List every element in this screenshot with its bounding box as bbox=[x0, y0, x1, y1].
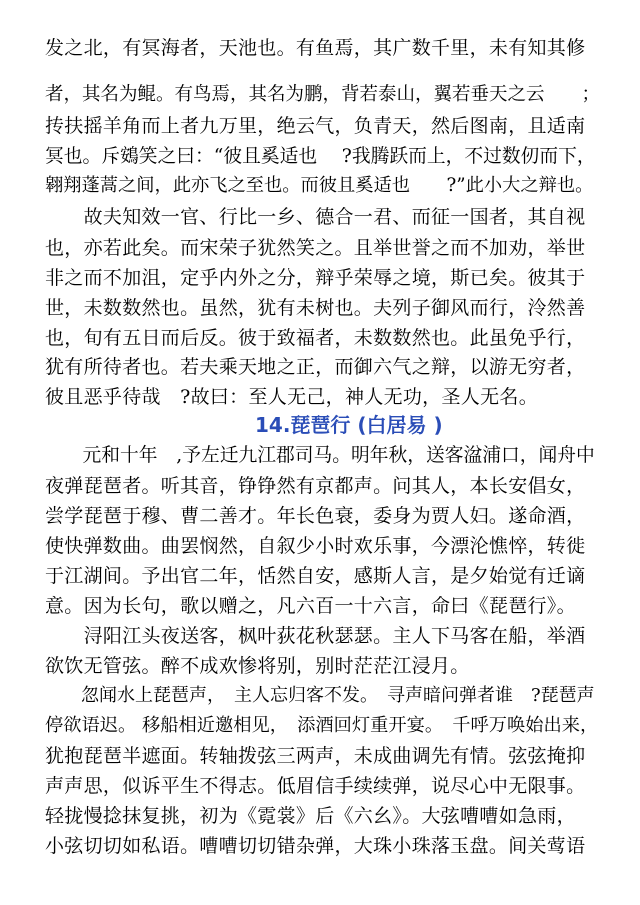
text-line: 也，亦若此矣。而宋荣子犹然笑之。且举世誉之而不加劝，举世 bbox=[45, 237, 586, 259]
text-line: 发之北，有冥海者，天池也。有鱼焉，其广数千里，未有知其修 bbox=[45, 37, 586, 59]
text-line: 忽闻水上琵琶声， 主人忘归客不发。 寻声暗问弹者谁 ?琵琶声 bbox=[45, 685, 595, 706]
text-line: 小弦切切如私语。嘈嘈切切错杂弹，大珠小珠落玉盘。间关莺语 bbox=[45, 835, 586, 857]
text-line: 意。因为长句，歌以赠之，凡六百一十六言，命曰《琵琶行》。 bbox=[45, 595, 576, 617]
text-line: 世，未数数然也。虽然，犹有未树也。夫列子御风而行，泠然善 bbox=[45, 297, 586, 319]
text-line: 故夫知效一官、行比一乡、德合一君、而征一国者，其自视 bbox=[45, 206, 586, 228]
text-line: 尝学琵琶于穆、曹二善才。年长色衰，委身为贾人妇。遂命酒， bbox=[45, 505, 586, 527]
text-line: 于江湖间。予出官二年，恬然自安，感斯人言，是夕始觉有迁谪 bbox=[45, 565, 586, 587]
text-line: 冥也。斥鴳笑之曰：“彼且奚适也 ?我腾跃而上，不过数仞而下， bbox=[45, 146, 596, 167]
text-line: 浔阳江头夜送客，枫叶荻花秋瑟瑟。主人下马客在船，举酒 bbox=[45, 625, 586, 647]
text-line: 抟扶摇羊角而上者九万里，绝云气，负青天，然后图南，且适南 bbox=[45, 115, 586, 137]
section-title: 14.琵琶行 (白居易 ) bbox=[255, 413, 443, 437]
text-line: 夜弹琵琶者。听其音，铮铮然有京都声。问其人，本长安倡女， bbox=[45, 475, 586, 497]
text-line: 欲饮无管弦。醉不成欢惨将别，别时茫茫江浸月。 bbox=[45, 655, 470, 677]
text-line: 元和十年 ,予左迁九江郡司马。明年秋，送客湓浦口，闻舟中 bbox=[45, 445, 595, 466]
text-line: 者，其名为鲲。有鸟焉，其名为鹏，背若泰山，翼若垂天之云 ； bbox=[45, 84, 601, 105]
text-line: 非之而不加沮，定乎内外之分，辩乎荣辱之境，斯已矣。彼其于 bbox=[45, 267, 586, 289]
text-line: 使快弹数曲。曲罢悯然，自叙少小时欢乐事，今漂沦憔悴，转徙 bbox=[45, 535, 586, 557]
text-line: 彼且恶乎待哉 ?故曰：至人无己，神人无功，圣人无名。 bbox=[45, 386, 538, 408]
text-line: 停欲语迟。 移船相近邀相见， 添酒回灯重开宴。 千呼万唤始出来， bbox=[45, 715, 599, 736]
text-line: 也，旬有五日而后反。彼于致福者，未数数然也。此虽免乎行， bbox=[45, 327, 586, 349]
text-line: 翱翔蓬蒿之间，此亦飞之至也。而彼且奚适也 ?”此小大之辩也。 bbox=[45, 175, 594, 196]
text-line: 轻拢慢捻抹复挑，初为《霓裳》后《六幺》。大弦嘈嘈如急雨， bbox=[45, 805, 576, 827]
text-line: 犹抱琵琶半遮面。转轴拨弦三两声，未成曲调先有情。弦弦掩抑 bbox=[45, 745, 586, 767]
text-line: 犹有所待者也。若夫乘天地之正，而御六气之辩，以游无穷者， bbox=[45, 356, 586, 378]
text-line: 声声思，似诉平生不得志。低眉信手续续弹，说尽心中无限事。 bbox=[45, 775, 586, 797]
